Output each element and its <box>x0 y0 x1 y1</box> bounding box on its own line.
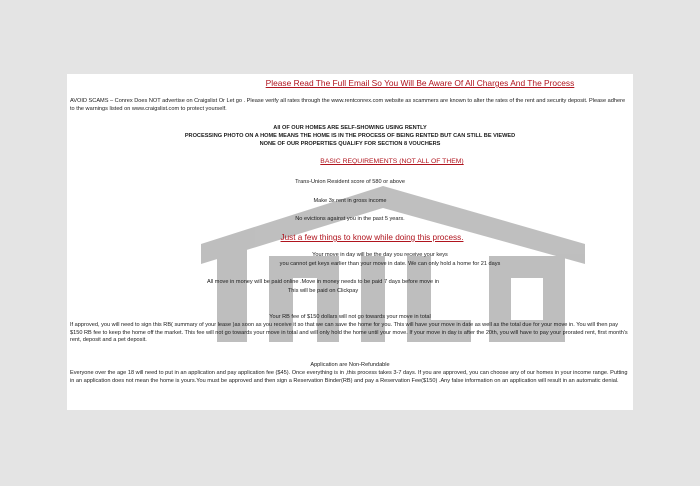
move-in-day-text: Your move in day will be the day you receive your keys <box>312 252 448 258</box>
notice-processing-photo: PROCESSING PHOTO ON A HOME MEANS THE HOME IS IN THE PROCESS OF BEING RENTED BUT CAN STILL BE VIEWED <box>184 133 516 139</box>
clickpay-text: This will be paid on Clickpay <box>287 288 359 294</box>
rb-fee-text: Your RB fee of $150 dollars will not go towards your move in total <box>269 314 431 320</box>
basic-requirements-heading: BASIC REQUIREMENTS (NOT ALL OF THEM) <box>320 158 464 165</box>
keys-hold-text: you cannot get keys earlier than your move in date. We can only hold a home for 21 days <box>279 261 501 267</box>
application-paragraph: Everyone over the age 18 will need to put in an application and pay application fee ($45). Once everything is in ,this process takes 3-7 days. If you are approved, you can choose any of our homes in your income range. Putting in an application does not mean the home is yours.You must be approved and then sign a Reservation Binder(RB) and pay a Reservation Fee($150) .Any false information on an application will result in an automatic denial. <box>70 370 628 384</box>
avoid-scams-text: AVOID SCAMS – Conrex Does NOT advertise on Craigslist Or Let go . Please verify all rates through the www.rentconrex.com website as scammers are known to alter the rates of the rent and security deposit. Please adhere to the warnings listed on www.craigslist.com to protect yourself. <box>70 98 626 112</box>
few-things-heading: Just a few things to know while doing this process. <box>280 233 464 242</box>
notice-self-showing: All OF OUR HOMES ARE SELF-SHOWING USING RENTLY <box>273 125 427 131</box>
non-refundable-heading: Application are Non-Refundable <box>310 362 390 368</box>
move-in-payment-text: All move in money will be paid online .Move in money needs to be paid 7 days before move in <box>207 279 439 285</box>
notice-section-8: NONE OF OUR PROPERTIES QUALIFY FOR SECTION 8 VOUCHERS <box>259 141 441 147</box>
requirement-income: Make 3x rent in gross income <box>313 198 387 204</box>
approved-paragraph: If approved, you will need to sign this RB( summary of your lease )as soon as you receive it so that we can save the home for you. This will have your move in date as well as the total due for your move in. You will then pay $150 RB fee to keep the home off the market. This fee will not go towards your move in total and will only hold the home until your move. If your move in day is after the 20th, you will have to pay your prorated rent, first month's rent, deposit and a pet deposit. <box>70 322 628 344</box>
email-title: Please Read The Full Email So You Will Be Aware Of All Charges And The Process <box>265 78 575 88</box>
document-page <box>67 74 633 410</box>
requirement-credit-score: Trans-Union Resident score of 580 or above <box>295 179 405 185</box>
requirement-evictions: No evictions against you in the past 5 years. <box>295 216 405 222</box>
